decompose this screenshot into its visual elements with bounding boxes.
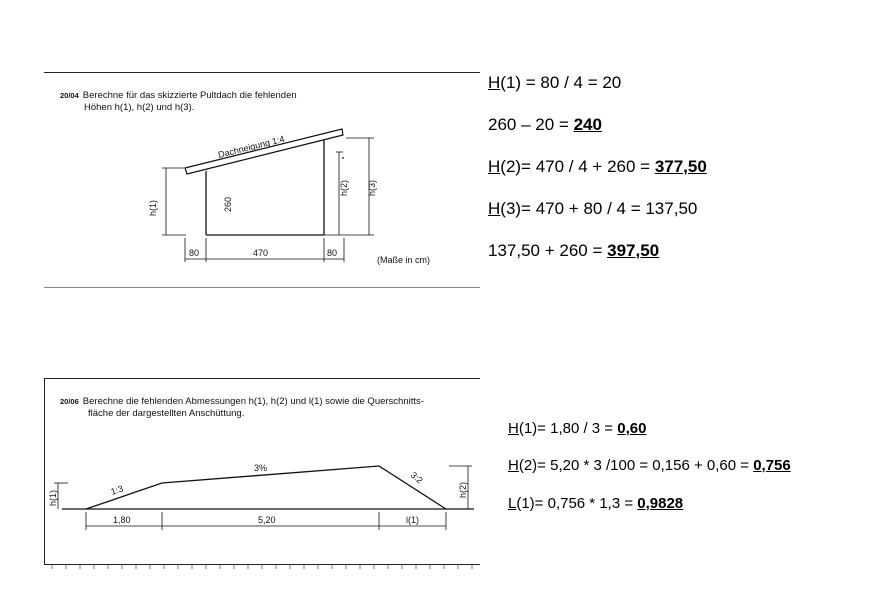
label-roof-pitch: Dachneigung 1:4 bbox=[217, 133, 286, 160]
dim-80-left: 80 bbox=[189, 248, 200, 258]
label-260: 260 bbox=[223, 196, 233, 212]
solution-1-line-4: H(3)= 470 + 80 / 4 = 137,50 bbox=[488, 199, 698, 218]
problem-1-line2: Höhen h(1), h(2) und h(3). bbox=[84, 102, 195, 113]
solution-2-line-1: H(1)= 1,80 / 3 = 0,60 bbox=[508, 420, 647, 437]
solution-1-line-2: 260 – 20 = 240 bbox=[488, 115, 602, 134]
label-h3: h(3) bbox=[367, 179, 377, 196]
problem-1-panel bbox=[44, 72, 480, 288]
solution-1-line-3: H(2)= 470 / 4 + 260 = 377,50 bbox=[488, 157, 707, 176]
roof-slab bbox=[185, 129, 343, 174]
problem-2-line1: Berechne die fehlenden Abmessungen h(1), h(2) und l(1) sowie die Querschnitts- bbox=[82, 396, 424, 407]
label-h1: h(1) bbox=[148, 199, 158, 216]
solution-1-line-1: H(1) = 80 / 4 = 20 bbox=[488, 73, 622, 92]
dim-80-right: 80 bbox=[327, 248, 338, 258]
dim-470: 470 bbox=[253, 248, 269, 258]
problem-1-line1: Berechne für das skizzierte Pultdach die fehlenden bbox=[82, 90, 297, 101]
solution-2-line-2: H(2)= 5,20 * 3 /100 = 0,156 + 0,60 = 0,756 bbox=[508, 457, 791, 474]
anschuettung-diagram bbox=[44, 378, 480, 570]
problem-2-number: 20/06 bbox=[60, 397, 79, 406]
label-slope-1-3: 1:3 bbox=[109, 483, 125, 497]
label-h2: h(2) bbox=[458, 481, 468, 498]
dim-1-80: 1,80 bbox=[113, 515, 131, 525]
label-h1: h(1) bbox=[48, 489, 58, 506]
problem-2-panel bbox=[44, 378, 480, 570]
dim-l1: l(1) bbox=[406, 515, 419, 525]
problem-2-line2: fläche der dargestellten Anschüttung. bbox=[88, 408, 245, 419]
label-h2: h(2) bbox=[339, 179, 349, 196]
label-percent: 3% bbox=[254, 463, 268, 473]
label-slope-3-2: 3:2 bbox=[408, 469, 425, 486]
dim-5-20: 5,20 bbox=[258, 515, 276, 525]
solution-2-line-3: L(1)= 0,756 * 1,3 = 0,9828 bbox=[508, 495, 684, 512]
units-label: (Maße in cm) bbox=[377, 255, 431, 265]
solution-1-line-5: 137,50 + 260 = 397,50 bbox=[488, 241, 660, 260]
problem-1-number: 20/04 bbox=[60, 91, 79, 100]
pultdach-diagram bbox=[44, 72, 480, 288]
